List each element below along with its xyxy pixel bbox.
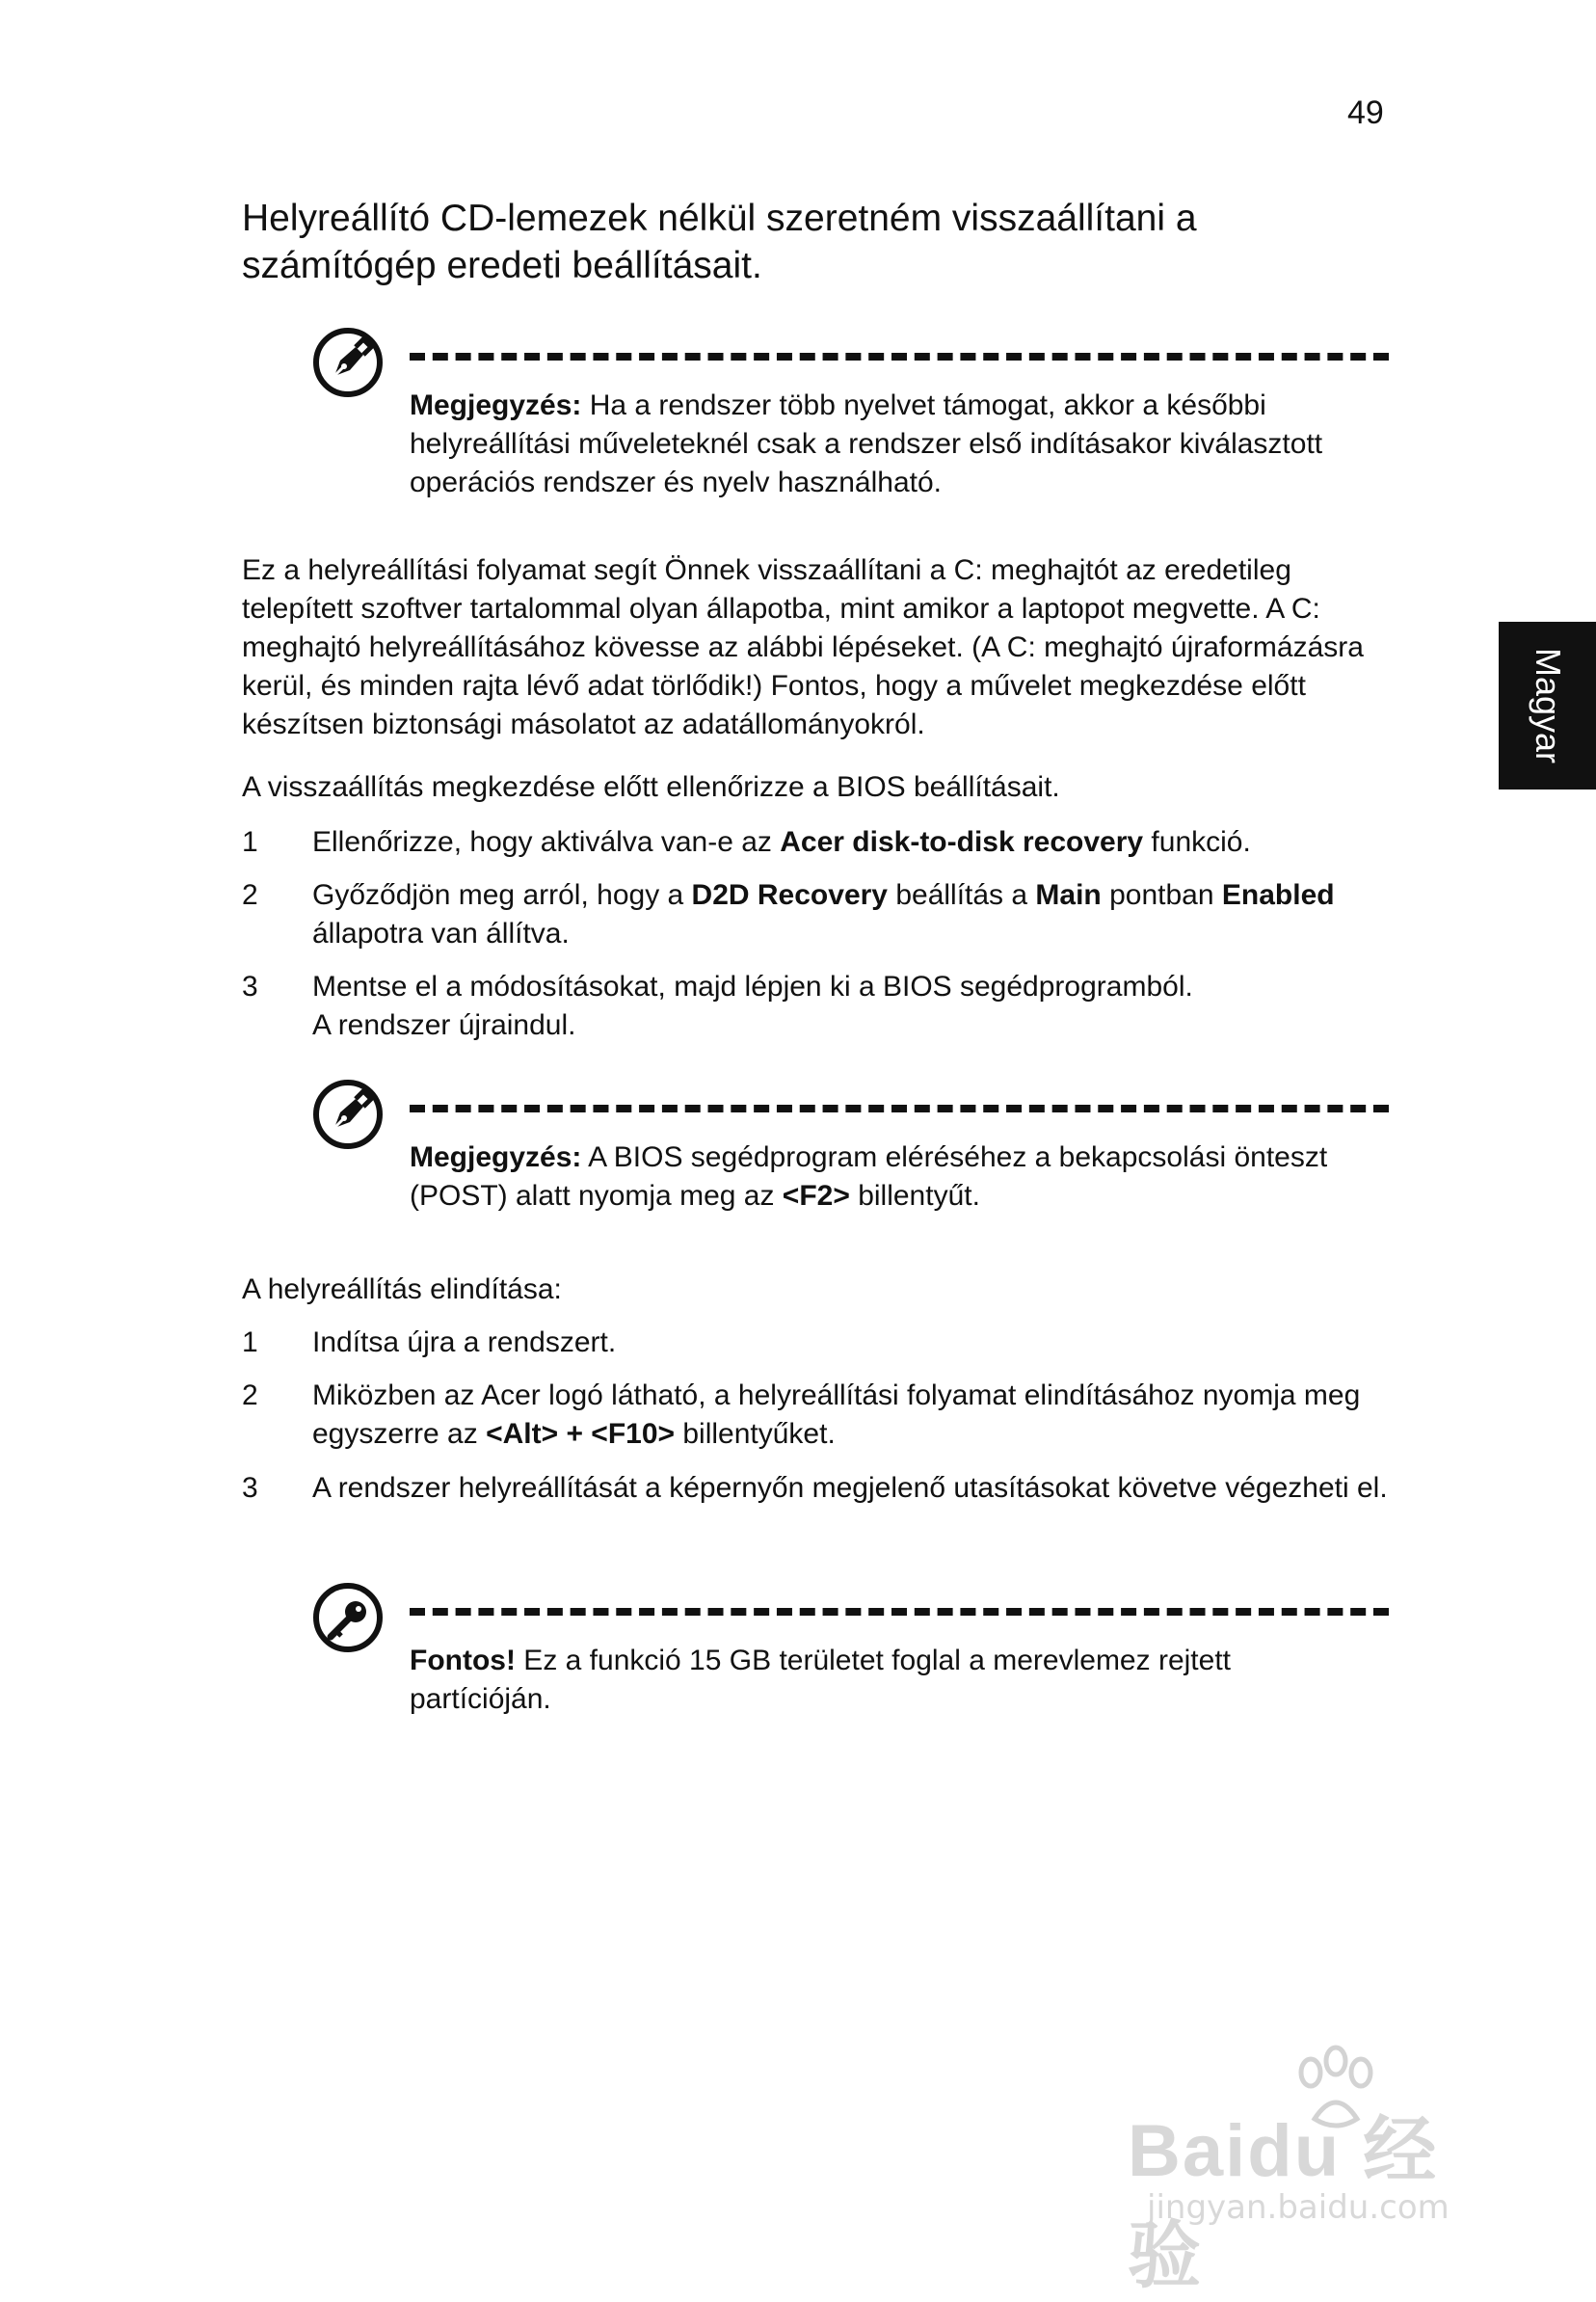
section-heading: Helyreállító CD-lemezek nélkül szeretném visszaállítani a számítógép eredeti beállításait. xyxy=(242,198,1197,286)
list-item xyxy=(242,1377,1389,1454)
step-text: A rendszer helyreállítását a képernyőn megjelenő utasításokat követve végezheti el. xyxy=(312,1472,1388,1504)
note-label: Megjegyzés: xyxy=(410,1141,582,1173)
step-bold: Main xyxy=(1035,879,1102,911)
list-item xyxy=(242,823,1389,862)
important-text xyxy=(410,1642,1373,1719)
step-text: pontban xyxy=(1101,879,1222,911)
step-text: Győződjön meg arról, hogy a xyxy=(312,879,692,911)
key-label: <Alt> + <F10> xyxy=(486,1418,676,1450)
intro-paragraph: Ez a helyreállítási folyamat segít Önnek visszaállítani a C: meghajtót az eredetileg telepített szoftver tartalommal olyan állapotba, mint amikor a laptopot megvette. A C: meghajtó helyreállításához kövesse az alábbi lépéseket. (A C: meghajtó újraformázásra kerül, és minden rajta lévő adat törlődik!) Fontos, hogy a művelet megkezdése előtt készítsen biztonsági másolatot az adatállományokról. xyxy=(242,554,1364,740)
step-text: billentyűket. xyxy=(675,1418,836,1450)
page-number: 49 xyxy=(1347,94,1384,131)
pen-note-icon xyxy=(311,326,385,399)
pen-note-icon xyxy=(311,1078,385,1151)
step-number: 1 xyxy=(242,826,258,858)
bios-intro-paragraph: A visszaállítás megkezdése előtt ellenőrizze a BIOS beállításait. xyxy=(242,771,1060,803)
step-bold: D2D Recovery xyxy=(691,879,888,911)
list-item xyxy=(242,876,1389,953)
note-body: Ha a rendszer több nyelvet támogat, akkor a későbbi helyreállítási műveleteknél csak a rendszer első indításakor kiválasztott operációs rendszer és nyelv használható. xyxy=(410,389,1323,498)
step-number: 2 xyxy=(242,879,258,911)
watermark-logo: Baidu 经验 xyxy=(1128,2110,1439,2297)
step-number: 2 xyxy=(242,1379,258,1411)
list-item xyxy=(242,1469,1389,1508)
important-divider xyxy=(410,1608,1389,1616)
note-divider xyxy=(410,353,1389,361)
key-label: <F2> xyxy=(782,1180,850,1212)
language-tab-label: Magyar xyxy=(1528,647,1568,764)
note-text xyxy=(410,1138,1373,1216)
step-text: Ellenőrizze, hogy aktiválva van-e az xyxy=(312,826,781,858)
recovery-intro-paragraph: A helyreállítás elindítása: xyxy=(242,1273,562,1305)
step-text: A rendszer újraindul. xyxy=(312,1009,576,1041)
step-text: Indítsa újra a rendszert. xyxy=(312,1326,617,1358)
important-label: Fontos! xyxy=(410,1645,516,1676)
note-text xyxy=(410,387,1373,502)
watermark-url: jingyan.baidu.com xyxy=(1147,2188,1450,2227)
step-number: 1 xyxy=(242,1326,258,1358)
key-important-icon xyxy=(311,1581,385,1654)
note-body: billentyűt. xyxy=(849,1180,980,1212)
list-item xyxy=(242,1324,1389,1362)
step-number: 3 xyxy=(242,1472,258,1504)
step-text: funkció. xyxy=(1143,826,1251,858)
step-text: Mentse el a módosításokat, majd lépjen ki a BIOS segédprogramból. xyxy=(312,971,1193,1003)
note-divider xyxy=(410,1105,1389,1112)
step-text: Miközben az Acer logó látható, a helyreállítási folyamat elindításához nyomja meg egyszerre az xyxy=(312,1379,1361,1450)
language-side-tab xyxy=(1499,622,1596,790)
important-body: Ez a funkció 15 GB területet foglal a merevlemez rejtett partícióján. xyxy=(410,1645,1231,1715)
step-text: állapotra van állítva. xyxy=(312,918,570,950)
watermark xyxy=(1128,2044,1494,2297)
step-number: 3 xyxy=(242,971,258,1003)
step-bold: Acer disk-to-disk recovery xyxy=(780,826,1144,858)
note-body: A BIOS segédprogram eléréséhez a bekapcsolási önteszt (POST) alatt nyomja meg az xyxy=(410,1141,1328,1212)
note-label: Megjegyzés: xyxy=(410,389,582,421)
step-text: beállítás a xyxy=(887,879,1036,911)
step-bold: Enabled xyxy=(1221,879,1335,911)
list-item xyxy=(242,968,1389,1045)
